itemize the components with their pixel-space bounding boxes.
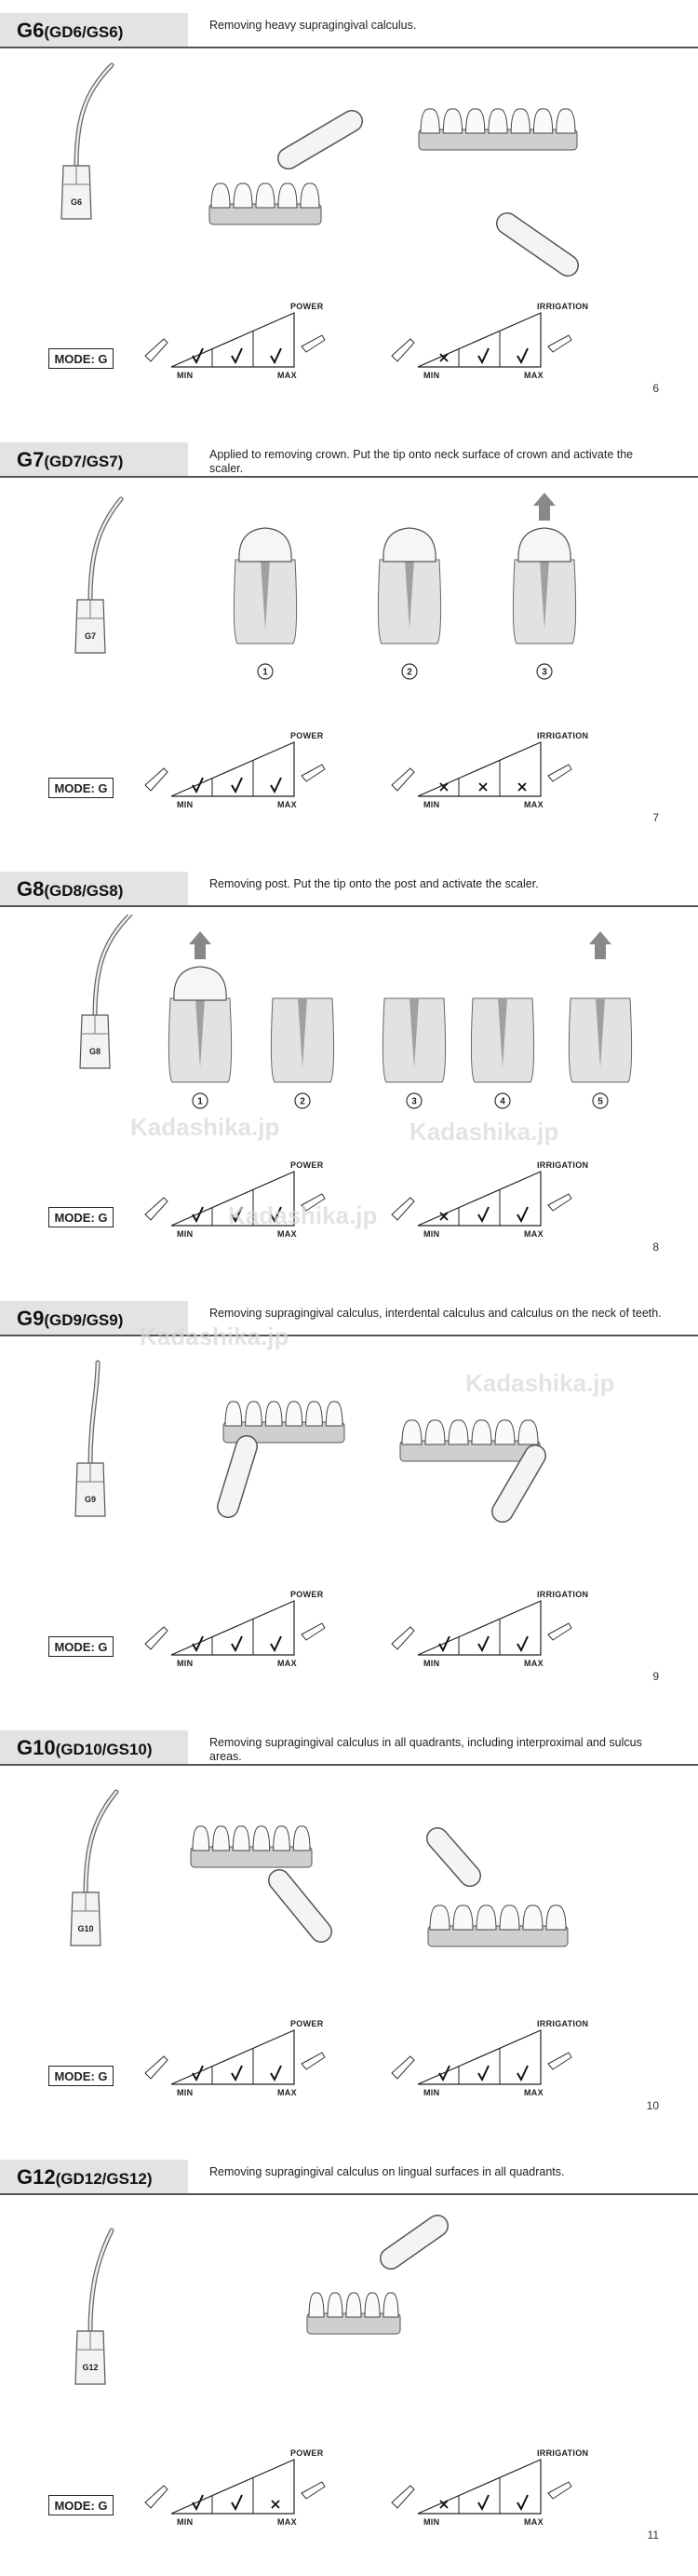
page-number: 8 — [652, 1241, 659, 1254]
jaw-illustration — [428, 1905, 568, 1946]
handpiece-icon — [392, 768, 414, 791]
tooth — [477, 1905, 496, 1930]
tooth — [256, 183, 275, 208]
mode-box: MODE: G — [48, 2066, 114, 2086]
step-number-text: 4 — [500, 1096, 505, 1107]
watermark: Kadashika.jp — [409, 1118, 559, 1146]
max-label: MAX — [277, 1229, 297, 1239]
tooth — [495, 1420, 515, 1444]
page-number: 11 — [647, 2529, 659, 2542]
mode-box: MODE: G — [48, 778, 114, 798]
max-label: MAX — [524, 2517, 544, 2527]
tooth — [225, 1402, 242, 1426]
mode-box: MODE: G — [48, 2495, 114, 2515]
tooth — [233, 1826, 249, 1851]
power-gauge-graphic — [140, 300, 344, 384]
tooth — [328, 2293, 342, 2317]
handpiece-icon — [548, 2053, 571, 2069]
min-label: MIN — [423, 371, 440, 380]
tooth — [246, 1402, 262, 1426]
tooth — [274, 1826, 290, 1851]
max-label: MAX — [524, 800, 544, 809]
tip-description: Removing supragingival calculus on lingual surfaces in all quadrants. — [209, 2165, 565, 2178]
irrigation-gauge-graphic — [386, 1588, 591, 1672]
tip-title — [17, 1307, 123, 1331]
mode-box: MODE: G — [48, 1636, 114, 1657]
irrigation-gauge-graphic — [386, 300, 591, 384]
handpiece-icon — [548, 2482, 571, 2499]
min-label: MIN — [177, 371, 194, 380]
power-label: POWER — [290, 2019, 324, 2028]
tooth — [211, 183, 230, 208]
step-number — [407, 1093, 422, 1108]
tip-code: (GD10/GS10) — [55, 1741, 153, 1758]
crown — [239, 528, 291, 562]
max-label: MAX — [277, 2088, 297, 2097]
tooth-step-5 — [569, 931, 631, 1082]
irrigation-gauge — [386, 2447, 591, 2530]
tip-title — [17, 448, 123, 472]
page-number: 7 — [652, 811, 659, 824]
tip-label: G7 — [84, 631, 97, 641]
tooth — [533, 109, 552, 133]
jaw-illustration — [419, 109, 577, 150]
handpiece-icon — [145, 2486, 168, 2508]
irrigation-gauge — [386, 729, 591, 813]
scaler-tip-illustration — [75, 2230, 112, 2384]
tooth — [453, 1905, 473, 1930]
header-rule — [0, 1335, 698, 1336]
tooth — [306, 1402, 323, 1426]
up-arrow-icon — [189, 931, 211, 959]
handpiece-icon — [392, 1198, 414, 1220]
step-number-text: 3 — [411, 1096, 417, 1107]
step-number-text: 3 — [542, 667, 547, 678]
tooth — [443, 109, 462, 133]
step-number-text: 1 — [197, 1096, 203, 1107]
handpiece-icon — [145, 1198, 168, 1220]
min-label: MIN — [423, 2088, 440, 2097]
tooth — [489, 109, 507, 133]
tooth-step-1 — [234, 528, 296, 644]
min-label: MIN — [423, 2517, 440, 2527]
irrigation-label: IRRIGATION — [537, 1160, 589, 1170]
teeth-illustration — [191, 1826, 312, 1867]
tip-name: G9 — [17, 1307, 45, 1330]
handpiece-illustration — [279, 1880, 321, 1932]
handpiece-icon — [145, 768, 168, 791]
tip-code: (GD12/GS12) — [55, 2170, 153, 2188]
min-label: MIN — [423, 1229, 440, 1239]
tooth — [346, 2293, 361, 2317]
handpiece-body — [228, 1446, 247, 1507]
step-number — [193, 1093, 208, 1108]
teeth-illustration — [209, 183, 321, 224]
tooth — [383, 2293, 398, 2317]
illustration-area — [0, 485, 698, 718]
tooth — [430, 1905, 450, 1930]
crown — [383, 528, 436, 562]
irrigation-label: IRRIGATION — [537, 302, 589, 311]
tooth — [193, 1826, 209, 1851]
handpiece-body — [507, 224, 568, 265]
tip-shaft-highlight — [90, 499, 121, 602]
tooth — [213, 1826, 230, 1851]
watermark: Kadashika.jp — [465, 1369, 615, 1397]
watermark: Kadashika.jp — [130, 1113, 280, 1141]
irrigation-label: IRRIGATION — [537, 1590, 589, 1599]
handpiece-icon — [392, 2056, 414, 2079]
tip-shaft-highlight — [86, 1792, 116, 1894]
handpiece-illustration — [391, 2226, 437, 2258]
scaler-tip-illustration — [75, 499, 121, 653]
power-gauge — [140, 729, 344, 813]
crown — [518, 528, 570, 562]
power-gauge-graphic — [140, 1588, 344, 1672]
max-label: MAX — [277, 371, 297, 380]
tooth — [425, 1420, 445, 1444]
tip-section-g6 — [0, 0, 698, 429]
tip-title — [17, 1736, 153, 1760]
step-number — [402, 664, 417, 679]
scaler-tip-illustration — [71, 1792, 116, 1946]
power-gauge-graphic — [140, 729, 344, 813]
header-rule — [0, 47, 698, 48]
tooth — [278, 183, 297, 208]
illustration-area — [0, 56, 698, 289]
handpiece-icon — [302, 335, 325, 352]
min-label: MIN — [177, 1659, 194, 1668]
handpiece-illustration — [228, 1446, 247, 1507]
handpiece-body — [391, 2226, 437, 2258]
handpiece-body — [279, 1880, 321, 1932]
handpiece-icon — [548, 1194, 571, 1211]
power-label: POWER — [290, 731, 324, 740]
irrigation-gauge-graphic — [386, 1159, 591, 1242]
tooth — [523, 1905, 543, 1930]
tooth — [301, 183, 319, 208]
power-gauge — [140, 2017, 344, 2101]
max-label: MAX — [524, 1229, 544, 1239]
tip-title — [17, 877, 123, 902]
page-number: 6 — [652, 382, 659, 395]
header-rule — [0, 476, 698, 478]
handpiece-icon — [145, 2056, 168, 2079]
irrigation-gauge — [386, 300, 591, 384]
max-label: MAX — [277, 2517, 297, 2527]
tooth-step-3 — [513, 493, 575, 644]
header-rule — [0, 905, 698, 907]
tooth — [421, 109, 439, 133]
step-number-text: 1 — [262, 667, 268, 678]
tooth-step-1 — [168, 931, 231, 1082]
tooth — [518, 1420, 538, 1444]
tooth — [253, 1826, 270, 1851]
handpiece-icon — [392, 1627, 414, 1649]
watermark: Kadashika.jp — [140, 1322, 289, 1350]
tooth — [500, 1905, 519, 1930]
tip-title — [17, 19, 123, 43]
tooth-step-3 — [383, 998, 445, 1082]
handpiece-icon — [392, 339, 414, 361]
tip-code: (GD8/GS8) — [44, 882, 124, 900]
min-label: MIN — [177, 800, 194, 809]
handpiece-icon — [302, 2053, 325, 2069]
tooth — [466, 109, 485, 133]
tip-shaft-highlight — [95, 915, 130, 1017]
tooth — [265, 1402, 282, 1426]
step-number-text: 5 — [597, 1096, 603, 1107]
scaler-tip-illustration — [80, 915, 130, 1068]
tip-label: G8 — [88, 1047, 101, 1056]
tooth — [511, 109, 530, 133]
handpiece-icon — [548, 335, 571, 352]
handpiece-icon — [145, 1627, 168, 1649]
tip-title — [17, 2165, 153, 2190]
mode-box: MODE: G — [48, 348, 114, 369]
power-label: POWER — [290, 2448, 324, 2458]
tip-label: G9 — [84, 1495, 97, 1504]
irrigation-gauge-graphic — [386, 729, 591, 813]
handpiece-icon — [548, 765, 571, 781]
tooth — [472, 1420, 491, 1444]
handpiece-icon — [392, 2486, 414, 2508]
tooth — [365, 2293, 380, 2317]
watermark: Kadashika.jp — [228, 1201, 378, 1229]
irrigation-label: IRRIGATION — [537, 2019, 589, 2028]
tooth — [402, 1420, 422, 1444]
power-gauge — [140, 1588, 344, 1672]
tooth — [234, 183, 252, 208]
min-label: MIN — [177, 2517, 194, 2527]
illustration-area — [0, 1773, 698, 2006]
tooth — [309, 2293, 324, 2317]
up-arrow-icon — [589, 931, 611, 959]
page-number: 9 — [652, 1670, 659, 1683]
tip-section-g10 — [0, 1717, 698, 2147]
handpiece-icon — [548, 1623, 571, 1640]
tip-label: G12 — [82, 2363, 99, 2372]
header-rule — [0, 1764, 698, 1766]
tip-section-g7 — [0, 429, 698, 859]
power-gauge — [140, 300, 344, 384]
tooth-step-2 — [271, 998, 333, 1082]
illustration-area — [0, 2203, 698, 2435]
irrigation-gauge — [386, 2017, 591, 2101]
step-number — [495, 1093, 510, 1108]
tip-name: G8 — [17, 877, 45, 901]
tip-description: Removing supragingival calculus in all quadrants, including interproximal and sulcus areas. — [209, 1736, 642, 1763]
jaw-illustration — [400, 1420, 540, 1461]
max-label: MAX — [277, 1659, 297, 1668]
step-number — [537, 664, 552, 679]
tooth — [449, 1420, 468, 1444]
tooth — [293, 1826, 310, 1851]
illustration-area — [0, 915, 698, 1147]
step-number-text: 2 — [407, 667, 412, 678]
mode-box: MODE: G — [48, 1207, 114, 1227]
handpiece-illustration — [503, 1456, 535, 1512]
power-gauge-graphic — [140, 2017, 344, 2101]
min-label: MIN — [177, 1229, 194, 1239]
power-label: POWER — [290, 1160, 324, 1170]
header-rule — [0, 2193, 698, 2195]
handpiece-icon — [302, 2482, 325, 2499]
irrigation-label: IRRIGATION — [537, 2448, 589, 2458]
max-label: MAX — [524, 2088, 544, 2097]
tip-description: Removing post. Put the tip onto the post and activate the scaler. — [209, 877, 539, 890]
tip-description: Applied to removing crown. Put the tip onto neck surface of crown and activate the scaler. — [209, 448, 634, 475]
handpiece-icon — [302, 765, 325, 781]
step-number-text: 2 — [300, 1096, 305, 1107]
power-label: POWER — [290, 302, 324, 311]
tip-description: Removing supragingival calculus, interdental calculus and calculus on the neck of teeth. — [209, 1307, 662, 1320]
min-label: MIN — [423, 800, 440, 809]
teeth-illustration — [307, 2293, 400, 2334]
tooth-step-2 — [378, 528, 440, 644]
tip-label: G10 — [77, 1924, 94, 1933]
tooth — [557, 109, 575, 133]
tip-name: G6 — [17, 19, 45, 42]
power-label: POWER — [290, 1590, 324, 1599]
max-label: MAX — [524, 1659, 544, 1668]
tip-shaft-highlight — [76, 65, 112, 168]
handpiece-illustration — [289, 121, 352, 158]
tooth — [326, 1402, 342, 1426]
tip-section-g12 — [0, 2147, 698, 2576]
tip-code: (GD6/GS6) — [44, 23, 124, 41]
min-label: MIN — [423, 1659, 440, 1668]
scaler-tip-illustration — [75, 1363, 105, 1516]
irrigation-gauge — [386, 1159, 591, 1242]
handpiece-body — [289, 121, 352, 158]
tip-shaft-highlight — [90, 2230, 112, 2333]
tip-name: G12 — [17, 2165, 56, 2189]
tip-code: (GD7/GS7) — [44, 453, 124, 470]
handpiece-icon — [145, 339, 168, 361]
handpiece-illustration — [507, 224, 568, 265]
power-gauge-graphic — [140, 2447, 344, 2530]
crown — [174, 967, 226, 1000]
tip-description: Removing heavy supragingival calculus. — [209, 19, 417, 32]
power-gauge — [140, 2447, 344, 2530]
step-number — [258, 664, 273, 679]
tip-name: G7 — [17, 448, 45, 471]
irrigation-gauge-graphic — [386, 2017, 591, 2101]
max-label: MAX — [524, 371, 544, 380]
up-arrow-icon — [533, 493, 556, 521]
irrigation-label: IRRIGATION — [537, 731, 589, 740]
tip-name: G10 — [17, 1736, 56, 1759]
handpiece-icon — [302, 1623, 325, 1640]
min-label: MIN — [177, 2088, 194, 2097]
tooth-step-4 — [471, 998, 533, 1082]
page-number: 10 — [646, 2099, 659, 2112]
tip-section-g9 — [0, 1288, 698, 1717]
handpiece-illustration — [437, 1838, 470, 1876]
scaler-tip-illustration — [61, 65, 112, 219]
tooth — [546, 1905, 566, 1930]
irrigation-gauge-graphic — [386, 2447, 591, 2530]
tip-code: (GD9/GS9) — [44, 1311, 124, 1329]
max-label: MAX — [277, 800, 297, 809]
handpiece-body — [437, 1838, 470, 1876]
step-number — [295, 1093, 310, 1108]
irrigation-gauge — [386, 1588, 591, 1672]
tooth — [286, 1402, 302, 1426]
step-number — [593, 1093, 608, 1108]
tip-label: G6 — [70, 197, 83, 207]
